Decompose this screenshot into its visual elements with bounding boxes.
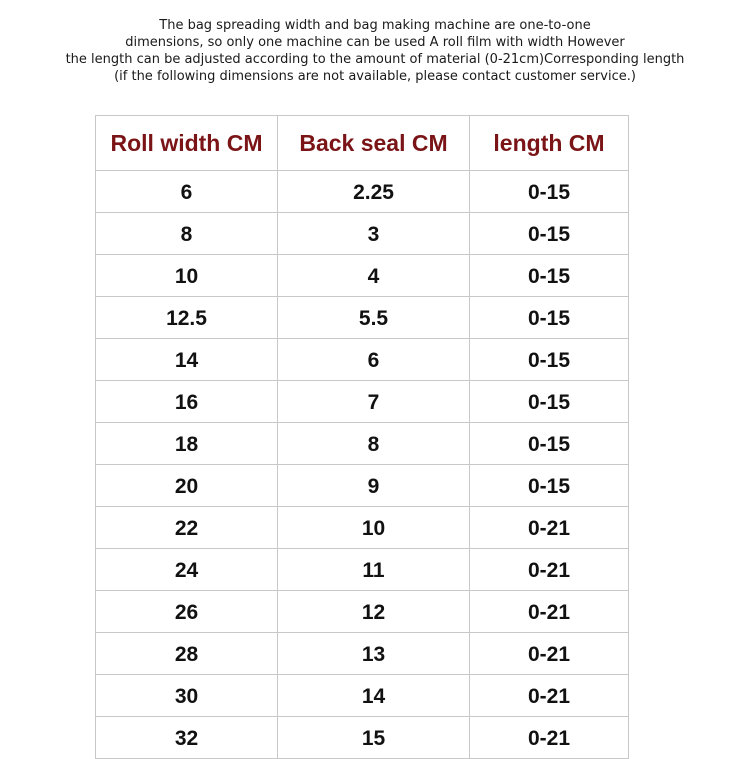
cell-length: 0-21	[470, 591, 629, 633]
cell-roll-width: 22	[96, 507, 278, 549]
cell-back-seal: 2.25	[278, 171, 470, 213]
cell-back-seal: 3	[278, 213, 470, 255]
table-row	[96, 465, 629, 507]
cell-roll-width: 26	[96, 591, 278, 633]
cell-back-seal: 15	[278, 717, 470, 759]
table-row	[96, 717, 629, 759]
cell-length: 0-21	[470, 675, 629, 717]
cell-back-seal: 7	[278, 381, 470, 423]
cell-roll-width: 8	[96, 213, 278, 255]
cell-length: 0-21	[470, 549, 629, 591]
cell-length: 0-15	[470, 339, 629, 381]
cell-roll-width: 16	[96, 381, 278, 423]
table-body	[96, 171, 629, 759]
cell-roll-width: 14	[96, 339, 278, 381]
cell-back-seal: 14	[278, 675, 470, 717]
cell-roll-width: 30	[96, 675, 278, 717]
cell-length: 0-21	[470, 633, 629, 675]
cell-length: 0-15	[470, 297, 629, 339]
intro-text	[0, 17, 750, 85]
cell-length: 0-15	[470, 255, 629, 297]
table-row	[96, 633, 629, 675]
cell-roll-width: 28	[96, 633, 278, 675]
cell-roll-width: 24	[96, 549, 278, 591]
cell-back-seal: 5.5	[278, 297, 470, 339]
intro-line: dimensions, so only one machine can be used A roll film with width However	[125, 35, 625, 50]
cell-roll-width: 6	[96, 171, 278, 213]
cell-back-seal: 8	[278, 423, 470, 465]
intro-line: The bag spreading width and bag making machine are one-to-one	[159, 18, 591, 33]
cell-length: 0-21	[470, 717, 629, 759]
cell-roll-width: 10	[96, 255, 278, 297]
table-header-row	[96, 116, 629, 171]
table-row	[96, 423, 629, 465]
cell-length: 0-15	[470, 171, 629, 213]
header-length: length CM	[470, 116, 629, 171]
cell-back-seal: 6	[278, 339, 470, 381]
table-row	[96, 297, 629, 339]
cell-back-seal: 13	[278, 633, 470, 675]
intro-line: the length can be adjusted according to the amount of material (0-21cm)Corresponding length	[65, 52, 685, 67]
cell-length: 0-15	[470, 381, 629, 423]
size-table	[95, 115, 629, 759]
cell-roll-width: 32	[96, 717, 278, 759]
cell-back-seal: 11	[278, 549, 470, 591]
table-row	[96, 381, 629, 423]
intro-line: (if the following dimensions are not available, please contact customer service.)	[114, 69, 636, 84]
table-row	[96, 171, 629, 213]
table-row	[96, 213, 629, 255]
cell-back-seal: 10	[278, 507, 470, 549]
table-row	[96, 591, 629, 633]
table-row	[96, 255, 629, 297]
cell-roll-width: 18	[96, 423, 278, 465]
table-row	[96, 675, 629, 717]
table-row	[96, 339, 629, 381]
cell-roll-width: 20	[96, 465, 278, 507]
header-roll-width: Roll width CM	[96, 116, 278, 171]
table-row	[96, 549, 629, 591]
table-row	[96, 507, 629, 549]
cell-roll-width: 12.5	[96, 297, 278, 339]
cell-length: 0-15	[470, 465, 629, 507]
cell-back-seal: 4	[278, 255, 470, 297]
cell-length: 0-15	[470, 213, 629, 255]
cell-length: 0-15	[470, 423, 629, 465]
cell-back-seal: 12	[278, 591, 470, 633]
header-back-seal: Back seal CM	[278, 116, 470, 171]
cell-back-seal: 9	[278, 465, 470, 507]
cell-length: 0-21	[470, 507, 629, 549]
